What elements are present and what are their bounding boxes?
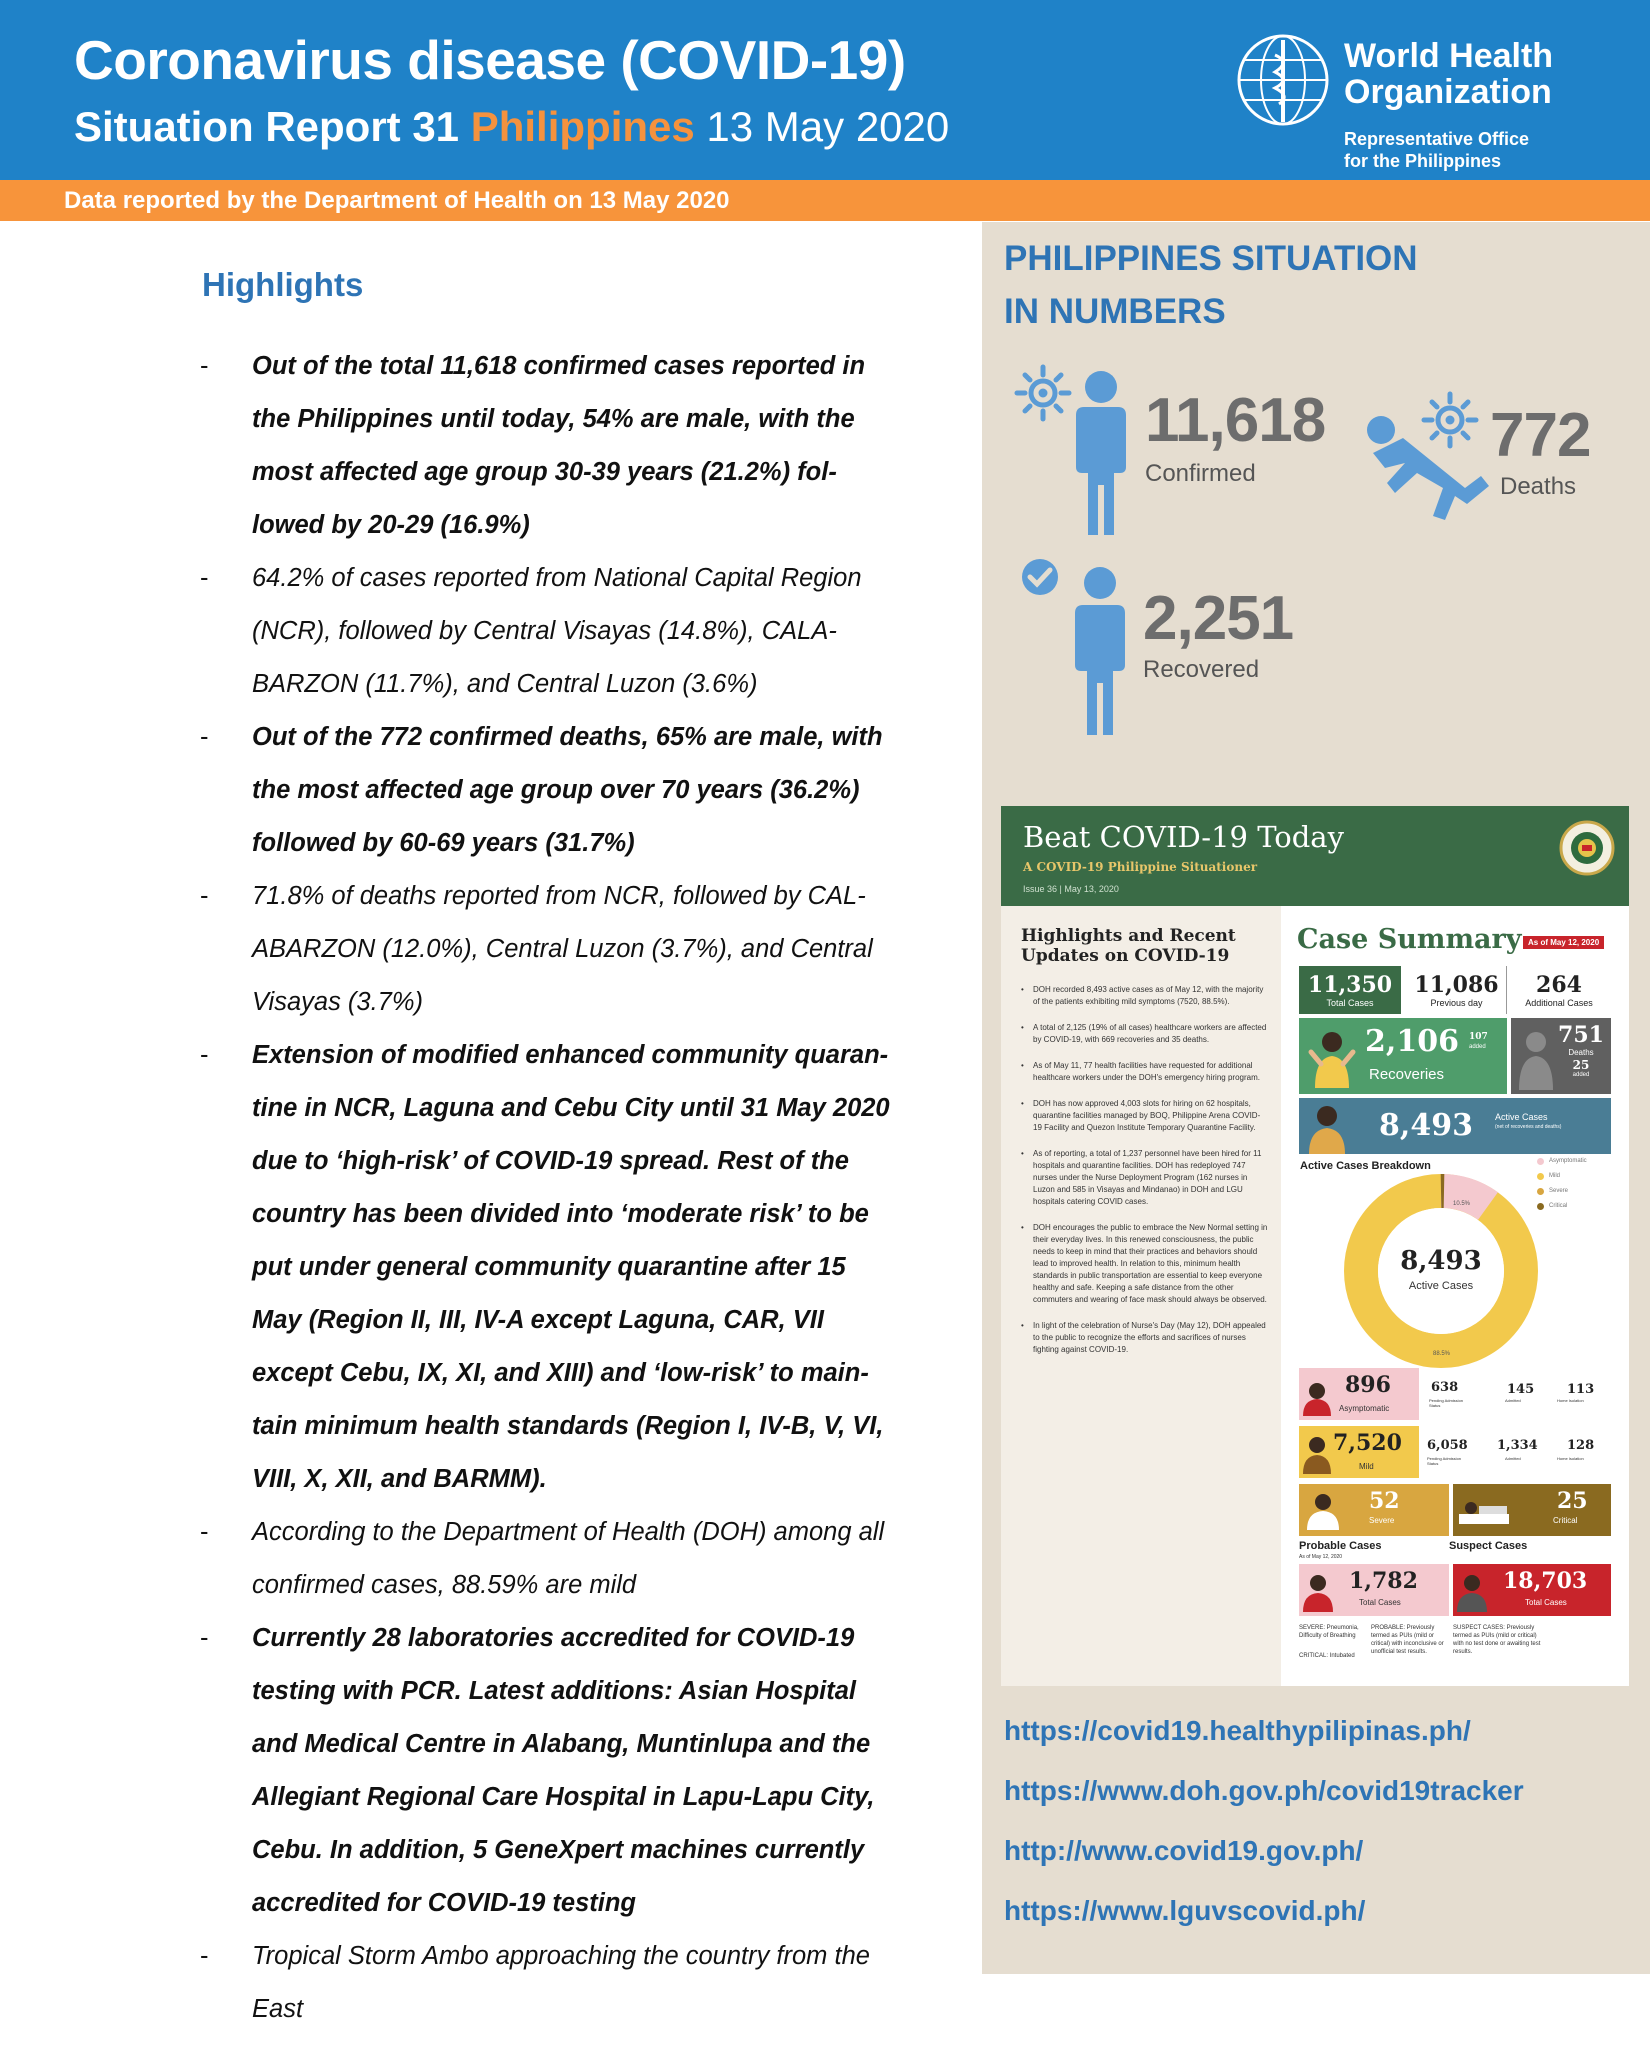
donut-asym-pct: 10.5%: [1453, 1201, 1471, 1207]
active-cases-donut: [1341, 1171, 1541, 1371]
list-item: [200, 1029, 900, 1506]
list-item-text: Extension of modified enhanced community quaran-tine in NCR, Laguna and Cebu City until 31 May 2020 due to ‘high-risk’ of COVID-19 spread. Rest of the country has been divided into ‘moderate risk’ to be put under general community quarantine after 15 May (Region II, III, IV-A except Laguna, CAR, VII except Cebu, IX, XI, and XIII) and ‘low-risk’ to main-tain minimum health standards (Region I, IV-B, V, VI, VIII, X, XII, and BARMM).: [252, 1041, 890, 1493]
dash: -: [200, 352, 209, 380]
critical-box: [1453, 1484, 1611, 1536]
active-cases-label: Active Cases: [1495, 1112, 1548, 1122]
list-item: [200, 1506, 900, 1612]
active-cases-breakdown-title: Active Cases Breakdown: [1300, 1160, 1431, 1172]
link-doh-tracker[interactable]: https://www.doh.gov.ph/covid19tracker: [1004, 1775, 1524, 1806]
critical-definition: CRITICAL: Intubated: [1299, 1653, 1355, 1659]
situation-title-line2: IN NUMBERS: [1004, 292, 1226, 331]
list-item-text: Tropical Storm Ambo approaching the country from the East: [252, 1942, 870, 2023]
deaths-added-label: added: [1572, 1072, 1590, 1078]
list-item: [200, 1930, 900, 2036]
list-item-text: Currently 28 laboratories accredited for COVID-19 testing with PCR. Latest additions: Asian Hospital and Medical Centre in Alabang, Muntinlupa and the Allegiant Regional Care Hospital in Lapu-Lapu City, Cebu. In addition, 5 GeneXpert machines currently accredited for COVID-19 testing: [252, 1624, 875, 1917]
active-cases-value: 8,493: [1379, 1108, 1473, 1143]
total-cases-box: [1299, 966, 1401, 1014]
recovered-value: 2,251: [1143, 584, 1294, 653]
active-cases-box: [1299, 1098, 1611, 1154]
list-item: [200, 552, 900, 711]
case-summary-title: Case Summary: [1297, 924, 1522, 955]
report-header: [0, 0, 1650, 180]
mild-home-label: Home Isolation: [1557, 1456, 1584, 1461]
legend-item: [1537, 1154, 1587, 1169]
critical-bed-icon: [1459, 1494, 1509, 1528]
asymptomatic-label: Asymptomatic: [1339, 1404, 1390, 1413]
data-source-text: Data reported by the Department of Health on 13 May 2020: [64, 187, 730, 214]
total-cases-value: 11,350: [1307, 972, 1393, 998]
asym-home-value: 113: [1567, 1382, 1595, 1397]
suspect-cases-title: Suspect Cases: [1449, 1540, 1528, 1552]
report-subtitle: [74, 103, 949, 151]
probable-definition: PROBABLE: Previously termed as PUIs (mild or critical) with inconclusive or unofficial test results.: [1371, 1625, 1444, 1655]
asym-pending-value: 638: [1431, 1380, 1459, 1395]
link-lguvscovid[interactable]: https://www.lguvscovid.ph/: [1004, 1895, 1366, 1926]
donut-center-label: Active Cases: [1408, 1280, 1474, 1292]
severe-box: [1299, 1484, 1449, 1536]
deaths-label: Deaths: [1500, 473, 1577, 500]
list-item: • In light of the celebration of Nurse's Day (May 12), DOH appealed to the public to recognize the efforts and sacrifices of nurses fighting against COVID-19.: [1019, 1320, 1269, 1356]
additional-cases-box: [1509, 966, 1609, 1014]
deaths-total-label: Deaths: [1568, 1048, 1594, 1057]
who-office-line2: for the Philippines: [1344, 151, 1502, 171]
who-name-line2: Organization: [1344, 73, 1552, 111]
mild-pending-value: 6,058: [1427, 1438, 1468, 1453]
list-item-text: 71.8% of deaths reported from NCR, followed by CAL-ABARZON (12.0%), Central Luzon (3.7%), and Central Visayas (3.7%): [252, 882, 873, 1016]
probable-total-label: Total Cases: [1359, 1598, 1401, 1607]
breakdown-legend: [1537, 1154, 1587, 1214]
dash: -: [200, 1041, 209, 1069]
asym-admitted-value: 145: [1507, 1382, 1535, 1397]
mild-value: 7,520: [1333, 1430, 1402, 1456]
case-summary-date-badge: As of May 12, 2020: [1523, 936, 1604, 949]
sick-person-icon: [1305, 1102, 1349, 1154]
total-cases-label: Total Cases: [1326, 998, 1374, 1008]
confirmed-label: Confirmed: [1145, 460, 1256, 487]
legend-item: [1537, 1199, 1587, 1214]
list-item-text: According to the Department of Health (DOH) among all confirmed cases, 88.59% are mild: [252, 1518, 885, 1599]
asym-admitted-label: Admitted: [1505, 1398, 1521, 1403]
deceased-person-icon: [1517, 1028, 1555, 1090]
highlights-list: [200, 340, 900, 2036]
suspect-total-value: 18,703: [1503, 1568, 1588, 1594]
list-item: • DOH recorded 8,493 active cases as of May 12, with the majority of the patients exhibiting mild symptoms (7520, 88.5%).: [1019, 984, 1269, 1008]
dash: -: [200, 723, 209, 751]
report-title: Coronavirus disease (COVID-19): [74, 29, 906, 91]
data-source-banner: [0, 180, 1650, 221]
list-item: • As of reporting, a total of 1,237 personnel have been hired for 11 hospitals and quarantine facilities. DOH has redeployed 747 nurses under the Nurse Deployment Program (162 nurses in Luzon and 585 in Visayas and Mindanao) in DOH and LGU hospitals catering COVID cases.: [1019, 1148, 1269, 1208]
active-cases-note: (net of recoveries and deaths): [1495, 1124, 1562, 1130]
infographic-subtitle: A COVID-19 Philippine Situationer: [1023, 860, 1258, 874]
list-item: [200, 1612, 900, 1930]
infographic-issue: Issue 36 | May 13, 2020: [1023, 884, 1119, 894]
suspect-person-icon: [1457, 1574, 1487, 1612]
dash: -: [200, 882, 209, 910]
suspect-cases-box: [1453, 1564, 1611, 1616]
highlights-title: Highlights: [202, 266, 364, 303]
who-emblem-icon: [1233, 30, 1333, 130]
critical-value: 25: [1557, 1488, 1588, 1514]
legend-item: [1537, 1184, 1587, 1199]
recovered-label: Recovered: [1143, 656, 1260, 683]
legend-label: Severe: [1549, 1188, 1569, 1194]
asym-pending-label: Pending Admission Status: [1429, 1398, 1464, 1408]
mild-admitted-label: Admitted: [1505, 1456, 1521, 1461]
deaths-value: 772: [1490, 401, 1591, 470]
recoveries-added-label: added: [1469, 1044, 1486, 1050]
severe-label: Severe: [1369, 1516, 1395, 1525]
deaths-box: [1511, 1018, 1611, 1094]
probable-cases-date: As of May 12, 2020: [1299, 1554, 1343, 1560]
updates-list: [1019, 984, 1269, 1370]
probable-person-icon: [1303, 1574, 1333, 1612]
critical-label: Critical: [1553, 1516, 1578, 1525]
previous-day-label: Previous day: [1430, 998, 1483, 1008]
list-item-text: Out of the total 11,618 confirmed cases reported in the Philippines until today, 54% are male, with the most affected age group 30-39 years (21.2%) fol-lowed by 20-29 (16.9%): [252, 352, 866, 539]
list-item: [200, 340, 900, 552]
donut-center-value: 8,493: [1400, 1246, 1482, 1276]
who-name: [1344, 38, 1553, 110]
masked-person-icon: [1303, 1382, 1331, 1416]
confirmed-person-virus-icon: [998, 345, 1143, 540]
deaths-falling-person-icon: [1355, 368, 1500, 538]
recoveries-value: 2,106: [1365, 1024, 1459, 1059]
mild-home-value: 128: [1567, 1438, 1595, 1453]
who-office: [1344, 128, 1529, 172]
asymptomatic-row: [1299, 1368, 1611, 1428]
link-covid19-gov[interactable]: http://www.covid19.gov.ph/: [1004, 1835, 1364, 1866]
report-date: 13 May 2020: [706, 103, 950, 150]
link-healthypilipinas[interactable]: https://covid19.healthypilipinas.ph/: [1004, 1715, 1471, 1746]
probable-total-value: 1,782: [1349, 1568, 1418, 1594]
confirmed-value: 11,618: [1145, 386, 1326, 455]
previous-day-box: [1407, 966, 1507, 1014]
probable-cases-title: Probable Cases: [1299, 1540, 1382, 1552]
severe-definition: SEVERE: Pneumonia, Difficulty of Breathing: [1299, 1625, 1359, 1639]
infographic-title: Beat COVID-19 Today: [1023, 820, 1344, 854]
mild-admitted-value: 1,334: [1497, 1438, 1538, 1453]
recovered-person-icon: [1307, 1028, 1357, 1088]
recovered-person-check-icon: [1010, 555, 1145, 740]
deaths-added-value: 25: [1572, 1058, 1590, 1072]
list-item: • A total of 2,125 (19% of all cases) healthcare workers are affected by COVID-19, with 669 recoveries and 35 deaths.: [1019, 1022, 1269, 1046]
legend-swatch: [1537, 1158, 1544, 1165]
recoveries-label: Recoveries: [1369, 1066, 1445, 1083]
who-office-line1: Representative Office: [1344, 129, 1530, 149]
mild-patient-icon: [1303, 1436, 1331, 1474]
dash: -: [200, 1942, 209, 1970]
recoveries-box: [1299, 1018, 1507, 1094]
deaths-total-value: 751: [1558, 1022, 1604, 1048]
report-country: Philippines: [470, 103, 695, 150]
beat-covid-infographic: [1001, 806, 1629, 1686]
previous-day-value: 11,086: [1414, 972, 1499, 998]
asymptomatic-value: 896: [1345, 1372, 1391, 1398]
suspect-total-label: Total Cases: [1525, 1598, 1567, 1607]
report-number: Situation Report 31: [74, 103, 460, 150]
dash: -: [200, 1624, 209, 1652]
asym-home-label: Home Isolation: [1557, 1398, 1584, 1403]
who-name-line1: World Health: [1344, 37, 1554, 75]
severe-value: 52: [1369, 1488, 1400, 1514]
list-item: [200, 711, 900, 870]
legend-label: Mild: [1549, 1173, 1561, 1179]
probable-cases-box: [1299, 1564, 1449, 1616]
list-item-text: 64.2% of cases reported from National Capital Region (NCR), followed by Central Visayas (14.8%), CALA-BARZON (11.7%), and Central Luzon (3.6%): [252, 564, 862, 698]
dash: -: [200, 1518, 209, 1546]
situation-title: [1004, 232, 1418, 338]
recoveries-added: 107: [1469, 1032, 1488, 1042]
legend-label: Asymptomatic: [1549, 1158, 1587, 1164]
mild-pending-label: Pending Admission Status: [1427, 1456, 1462, 1466]
list-item: • DOH has now approved 4,003 slots for hiring on 62 hospitals, quarantine facilities managed by BOQ, Philippine Arena COVID-19 Facility and Quezon Institute Temporary Quarantine Facility.: [1019, 1098, 1269, 1134]
donut-mild-pct: 88.5%: [1433, 1351, 1451, 1357]
severe-patient-icon: [1305, 1492, 1341, 1530]
additional-cases-label: Additional Cases: [1525, 998, 1593, 1008]
list-item-text: Out of the 772 confirmed deaths, 65% are male, with the most affected age group over 70 years (36.2%) followed by 60-69 years (31.7%): [252, 723, 883, 857]
suspect-definition: SUSPECT CASES: Previously termed as PUIs (mild or critical) with no test done or awaiting test results.: [1453, 1625, 1541, 1655]
mild-row: [1299, 1426, 1611, 1486]
list-item: • DOH encourages the public to embrace the New Normal setting in their everyday lives. In this renewed consciousness, the public needs to keep in mind that their practices and behaviors should lead to improved health. In relation to this, minimum health standards in public transportation are essential to keep everyone healthy and safe. Keeping a safe distance from the other commuters and wearing of face mask should always be observed.: [1019, 1222, 1269, 1306]
mild-label: Mild: [1359, 1462, 1374, 1471]
legend-label: Critical: [1549, 1203, 1568, 1209]
legend-item: [1537, 1169, 1587, 1184]
infographic-updates: [1001, 906, 1281, 1686]
situation-title-line1: PHILIPPINES SITUATION: [1004, 239, 1418, 278]
dash: -: [200, 564, 209, 592]
updates-title: Highlights and Recent Updates on COVID-19: [1021, 926, 1236, 966]
list-item: [200, 870, 900, 1029]
list-item: • As of May 11, 77 health facilities have requested for additional healthcare workers under the DOH's emergency hiring program.: [1019, 1060, 1269, 1084]
doh-seal-icon: [1559, 820, 1615, 876]
infographic-header: [1001, 806, 1629, 906]
additional-cases-value: 264: [1536, 972, 1582, 998]
